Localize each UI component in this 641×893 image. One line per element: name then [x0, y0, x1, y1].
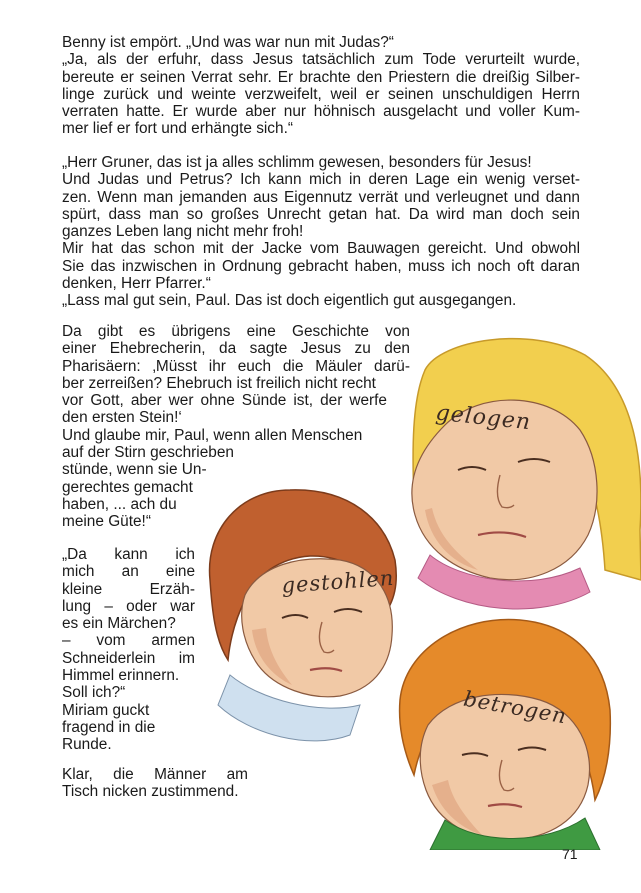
text-line: Klar, die Männer am: [62, 766, 248, 783]
text-line: vor Gott, aber wer ohne Sünde ist, der werfe: [62, 392, 387, 410]
text-line: ber zerreißen? Ehebruch ist freilich nicht recht: [62, 374, 376, 392]
text-line: ganzes Leben lang nicht mehr froh!: [62, 223, 304, 241]
word-gelogen: gelogen: [434, 400, 533, 436]
text-line: mich an eine: [62, 563, 195, 581]
faces-illustration: [200, 330, 641, 850]
text-line: auf der Stirn geschrieben: [62, 444, 234, 462]
text-line: – vom armen: [62, 632, 195, 650]
text-line: Sie das inzwischen in Ordnung gebracht haben, muss ich noch oft daran: [62, 257, 580, 275]
redhead-boy-face: [210, 490, 397, 741]
blonde-girl-face: [412, 339, 641, 609]
text-line: einer Ehebrecherin, da sagte Jesus zu den: [62, 340, 410, 358]
text-line: spürt, dass man so großes Unrecht getan hat. Da wird man doch sein: [62, 205, 580, 223]
text-line: Pharisäern: ‚Müsst ihr euch die Mäuler darü-: [62, 357, 410, 375]
text-line: stünde, wenn sie Un-: [62, 461, 207, 479]
text-line: Runde.: [62, 736, 112, 754]
text-line: gerechtes gemacht: [62, 478, 193, 496]
text-line: verraten hatte. Er wurde aber nur höhnisch ausgelacht und voller Kum-: [62, 103, 580, 121]
text-line: Himmel erinnern.: [62, 667, 180, 685]
paragraph-herr-gruner: [62, 154, 580, 310]
text-line: Soll ich?“: [62, 684, 126, 702]
text-line: „Lass mal gut sein, Paul. Das ist doch eigentlich gut ausgegangen.: [62, 292, 517, 310]
text-line: meine Güte!“: [62, 513, 151, 531]
text-line: fragend in die: [62, 718, 156, 736]
text-line: es ein Märchen?: [62, 615, 176, 633]
paragraph-judas: [62, 34, 580, 138]
text-line: Und Judas und Petrus? Ich kann mich in deren Lage ein wenig verset-: [62, 171, 580, 189]
text-line: bereute er seinen Verrat sehr. Er brachte den Priestern die dreißig Silber-: [62, 68, 580, 86]
text-line: „Herr Gruner, das ist ja alles schlimm gewesen, besonders für Jesus!: [62, 154, 532, 171]
text-line: Da gibt es übrigens eine Geschichte von: [62, 323, 410, 340]
text-line: „Da kann ich: [62, 546, 195, 563]
text-line: „Ja, als der erfuhr, dass Jesus tatsächlich zum Tode verurteilt wurde,: [62, 51, 580, 69]
text-line: Benny ist empört. „Und was war nun mit Judas?“: [62, 34, 394, 51]
text-line: Mir hat das schon mit der Jacke vom Bauwagen gereicht. Und obwohl: [62, 240, 580, 258]
text-line: linge zurück und weinte verzweifelt, weil er seinen unschuldigen Herrn: [62, 85, 580, 103]
word-betrogen: betrogen: [461, 686, 569, 729]
text-line: lung – oder war: [62, 597, 195, 615]
text-line: haben, ... ach du: [62, 495, 177, 513]
text-line: denken, Herr Pfarrer.“: [62, 275, 211, 293]
text-line: kleine Erzäh-: [62, 580, 195, 598]
text-line: Und glaube mir, Paul, wenn allen Menschen: [62, 426, 363, 444]
text-line: zen. Wenn man jemanden aus Eigennutz verrät und verleugnet und dann: [62, 188, 580, 206]
page-number: 71: [562, 846, 578, 862]
text-line: mer lief er fort und erhängte sich.“: [62, 120, 293, 138]
text-line: Tisch nicken zustimmend.: [62, 783, 239, 801]
word-gestohlen: gestohlen: [280, 565, 396, 598]
text-line: den ersten Stein!‘: [62, 409, 182, 427]
ginger-girl-face: [400, 620, 611, 850]
text-line: Schneiderlein im: [62, 649, 195, 667]
paragraph-miriam: [62, 546, 195, 754]
text-line: Miriam guckt: [62, 701, 150, 719]
